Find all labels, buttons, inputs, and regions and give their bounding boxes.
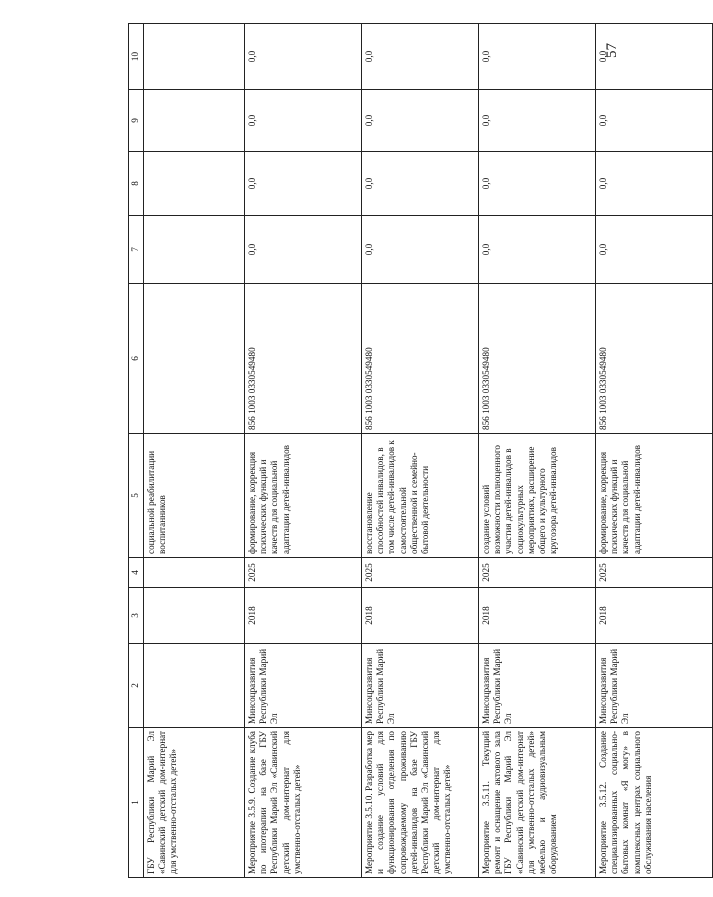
col-header-8: 8 <box>129 152 144 216</box>
result-cell: формирование, коррекция психических функций и качеств для социальной адаптации детей-инвалидов <box>245 434 362 558</box>
col-header-2: 2 <box>129 644 144 728</box>
col-header-4: 4 <box>129 558 144 588</box>
end-year-cell: 2025 <box>479 558 596 588</box>
end-year-cell: 2025 <box>245 558 362 588</box>
result-cell: создание условий возможности полноценного участия детей-инвалидов в социокультурных мероприятиях, расширение общего и культурного кругозора детей-инвалидов <box>479 434 596 558</box>
header-row <box>129 24 144 878</box>
activity-name-cell: Мероприятие 3.5.9. Создание клуба по ипотерапии на базе ГБУ Республики Марий Эл «Савинский детский дом-интернат для умственно-отсталых детей» <box>245 728 362 878</box>
value-cell <box>144 152 245 216</box>
value-cell: 0,0 <box>362 152 479 216</box>
value-cell: 0,0 <box>245 90 362 152</box>
value-cell: 0,0 <box>596 90 713 152</box>
table-row <box>479 24 596 878</box>
col-header-9: 9 <box>129 90 144 152</box>
rotated-table-container <box>128 24 653 878</box>
table-row <box>245 24 362 878</box>
end-year-cell: 2025 <box>596 558 713 588</box>
value-cell: 0,0 <box>479 152 596 216</box>
result-cell: восстановление способностей инвалидов, в том числе детей-инвалидов к самостоятельной общественной и семейно-бытовой деятельности <box>362 434 479 558</box>
col-header-10: 10 <box>129 24 144 90</box>
start-year-cell: 2018 <box>245 588 362 644</box>
responsible-cell: Минсоцразвития Республики Марий Эл <box>479 644 596 728</box>
responsible-cell: Минсоцразвития Республики Марий Эл <box>596 644 713 728</box>
budget-code-cell: 856 1003 0330549480 <box>245 284 362 434</box>
value-cell <box>144 216 245 284</box>
end-year-cell <box>144 558 245 588</box>
end-year-cell: 2025 <box>362 558 479 588</box>
value-cell: 0,0 <box>596 24 713 90</box>
value-cell: 0,0 <box>362 216 479 284</box>
col-header-3: 3 <box>129 588 144 644</box>
value-cell: 0,0 <box>245 216 362 284</box>
col-header-7: 7 <box>129 216 144 284</box>
responsible-cell: Минсоцразвития Республики Марий Эл <box>245 644 362 728</box>
activity-name-cell: Мероприятие 3.5.11. Текущий ремонт и оснащение актового зала ГБУ Республики Марий Эл «Савинский детский дом-интернат для умственно-отсталых детей» мебелью и аудиовизуальным оборудованием <box>479 728 596 878</box>
value-cell: 0,0 <box>479 24 596 90</box>
value-cell: 0,0 <box>245 24 362 90</box>
value-cell <box>144 24 245 90</box>
value-cell: 0,0 <box>479 216 596 284</box>
budget-code-cell <box>144 284 245 434</box>
budget-code-cell: 856 1003 0330549480 <box>479 284 596 434</box>
page-number: 57 <box>604 43 620 58</box>
activity-name-cell: ГБУ Республики Марий Эл «Савинский детский дом-интернат для умственно-отсталых детей» <box>144 728 245 878</box>
budget-code-cell: 856 1003 0330549480 <box>596 284 713 434</box>
activity-name-cell: Мероприятие 3.5.12. Создание специализированных социально-бытовых комнат «Я могу» в комплексных центрах социального обслуживания населения <box>596 728 713 878</box>
result-cell: формирование, коррекция психических функций и качеств для социальной адаптации детей-инвалидов <box>596 434 713 558</box>
value-cell: 0,0 <box>362 24 479 90</box>
value-cell: 0,0 <box>596 216 713 284</box>
value-cell: 0,0 <box>362 90 479 152</box>
col-header-1: 1 <box>129 728 144 878</box>
start-year-cell: 2018 <box>596 588 713 644</box>
table-row <box>144 24 245 878</box>
start-year-cell <box>144 588 245 644</box>
table-row <box>596 24 713 878</box>
value-cell: 0,0 <box>245 152 362 216</box>
start-year-cell: 2018 <box>362 588 479 644</box>
value-cell: 0,0 <box>479 90 596 152</box>
value-cell: 0,0 <box>596 152 713 216</box>
col-header-5: 5 <box>129 434 144 558</box>
value-cell <box>144 90 245 152</box>
col-header-6: 6 <box>129 284 144 434</box>
program-activities-table <box>128 23 713 878</box>
responsible-cell: Минсоцразвития Республики Марий Эл <box>362 644 479 728</box>
start-year-cell: 2018 <box>479 588 596 644</box>
activity-name-cell: Мероприятие 3.5.10. Разработка мер и создание условий для функционирования отделения по сопровождаемому проживанию детей-инвалидов на базе ГБУ Республики Марий Эл «Савинский детский дом-интернат для умственно-отсталых детей» <box>362 728 479 878</box>
result-cell: социальной реабилитации воспитанников <box>144 434 245 558</box>
table-row <box>362 24 479 878</box>
responsible-cell <box>144 644 245 728</box>
budget-code-cell: 856 1003 0330549480 <box>362 284 479 434</box>
